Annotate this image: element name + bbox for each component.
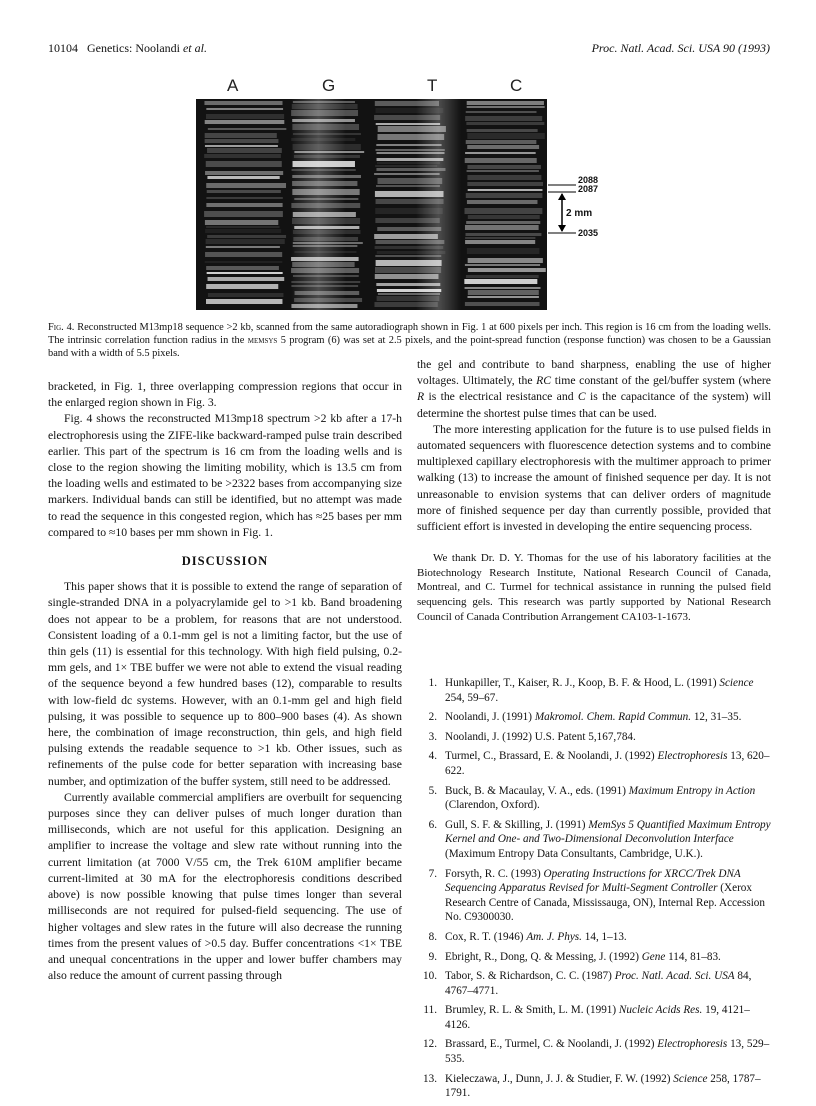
reference-volume-pages: 84, 4767–4771.: [445, 970, 752, 997]
gel-band: [208, 128, 286, 130]
r-symbol: R: [417, 390, 425, 404]
gel-band: [207, 235, 286, 238]
reference-volume-pages: 19, 4121–4126.: [445, 1004, 750, 1031]
running-header-left: [48, 41, 207, 56]
reference-item: [417, 867, 771, 925]
journal-citation: Proc. Natl. Acad. Sci. USA 90 (1993): [591, 41, 770, 55]
reference-source: Science: [719, 677, 754, 689]
gel-band: [205, 139, 279, 143]
gel-band: [206, 299, 282, 304]
reference-number: 4.: [428, 750, 437, 763]
right-column: [417, 357, 771, 624]
gel-band: [204, 211, 283, 217]
reference-source: Science: [673, 1072, 708, 1085]
gel-band: [465, 302, 540, 306]
gel-band: [465, 233, 541, 236]
gel-band: [468, 189, 543, 191]
gel-band: [466, 140, 537, 144]
reference-number: 5.: [428, 784, 437, 797]
reference-volume-pages: (Xerox Research Centre of Canada, Mississauga, ON), Internal Rep. Accession No. C9300030.: [445, 882, 765, 924]
paragraph-rc: [417, 357, 771, 422]
reference-number: 11.: [423, 1004, 437, 1017]
reference-item: [417, 1037, 771, 1066]
gel-band: [465, 240, 535, 244]
paragraph-discussion-1: This paper shows that it is possible to extend the range of separation of single-stranded DNA in a polyacrylamide gel to >1 kb. Band broadening does not appear to be a problem, for reasons that are not understood. Consistent loading of a 0.1-mm gel is not a limiting factor, but the use of thin gels (11) is essential for this technology. With high field pulsing, 0.2-mm gels, and 1× TBE buffer we were not able to extend the visual reading of the sequence beyond a few hundred bases (12), comparable to results with low-field dc systems. However, with an 0.1-mm gel and high field pulsing, it was possible to sequence up to 800–900 bases (4). As shown here, the combination of image reconstruction, thin gels, and high field pulsing extends the readable sequence to >1 kb. Other issues, such as refinements of the pulse code for better separation with increasing base number, and optimization of the buffer system, still need to be addressed.: [48, 580, 402, 788]
reference-authors: Kieleczawa, J., Dunn, J. J. & Studier, F. W. (1992): [445, 1072, 674, 1085]
paragraph-continued: bracketed, in Fig. 1, three overlapping compression regions that occur in the enlarged region shown in Fig. 3.: [48, 380, 402, 410]
reference-authors: Noolandi, J. (1992) U.S. Patent 5,167,784.: [445, 730, 636, 743]
gel-band: [468, 268, 546, 272]
gel-band: [464, 279, 537, 284]
reference-source: Operating Instructions for XRCC/Trek DNA Sequencing Apparatus Revised for Multi-Segment Controller: [445, 867, 741, 895]
reference-authors: Brumley, R. L. & Smith, L. M. (1991): [445, 1004, 619, 1017]
reference-number: 1.: [428, 677, 437, 689]
gel-bands-graphic: [196, 99, 547, 310]
gel-autoradiograph-image: [196, 99, 547, 310]
reference-number: 10.: [423, 970, 437, 983]
reference-item: [417, 1003, 771, 1032]
gel-band: [466, 193, 543, 198]
gel-band: [207, 190, 281, 193]
reference-item: [417, 969, 771, 998]
reference-source: Electrophoresis: [657, 1038, 728, 1051]
reference-item: [417, 710, 771, 725]
rc-text-c: is the electrical resistance and: [424, 390, 578, 404]
gel-band: [465, 152, 536, 154]
gel-band: [467, 175, 541, 180]
marker-2088: 2088: [578, 175, 599, 185]
gel-band: [206, 284, 278, 289]
gel-band: [467, 129, 538, 132]
marker-2035: 2035: [578, 228, 599, 238]
gel-band: [205, 261, 283, 263]
reference-source: Makromol. Chem. Rapid Commun.: [534, 711, 692, 724]
reference-authors: Hunkapiller, T., Kaiser, R. J., Koop, B. F. & Hood, L. (1991): [445, 677, 720, 689]
reference-authors: Noolandi, J. (1991): [445, 711, 535, 724]
reference-number: 9.: [428, 950, 437, 963]
gel-band: [206, 108, 283, 110]
gel-band: [467, 296, 538, 298]
reference-source: Proc. Natl. Acad. Sci. USA: [614, 970, 735, 983]
gel-band: [467, 248, 540, 254]
rc-text-b: time constant of the gel/buffer system (where: [551, 374, 771, 388]
gel-band: [204, 101, 282, 105]
c-symbol: C: [577, 390, 586, 404]
gel-band: [468, 258, 543, 263]
caption-text-1: Reconstructed M13mp18 sequence >2 kb, scanned from the same autoradiograph shown in Fig. 1 at 600 pixels per inch. This region is 16 cm from the loading wells. The intrinsic correlation function radius in the: [48, 322, 772, 346]
gel-band: [468, 290, 539, 295]
reference-volume-pages: 13, 620–622.: [445, 750, 770, 777]
gel-band: [204, 154, 281, 158]
rc-symbol: RC: [536, 374, 552, 388]
reference-volume-pages: 254, 59–67.: [445, 691, 499, 704]
lane-label-c: C: [510, 76, 523, 95]
figure-caption: [48, 321, 771, 360]
marker-2087: 2087: [578, 184, 599, 194]
reference-authors: Cox, R. T. (1946): [445, 930, 527, 943]
gel-band: [206, 114, 284, 119]
gel-band: [465, 264, 540, 266]
gel-band: [206, 266, 279, 270]
reference-source: Gene: [641, 950, 666, 963]
section-suffix: et al.: [179, 41, 207, 55]
lane-label-g: G: [322, 76, 336, 95]
gel-band: [466, 111, 537, 113]
gel-band: [466, 122, 544, 125]
gel-band: [206, 203, 282, 207]
gel-band: [465, 237, 535, 239]
reference-source: Am. J. Phys.: [526, 930, 582, 943]
gel-band: [467, 182, 543, 186]
gel-band: [467, 170, 539, 172]
reference-authors: Buck, B. & Macaulay, V. A., eds. (1991): [445, 784, 629, 797]
reference-source: MemSys 5 Quantified Maximum Entropy Kernel and One- and Two-Dimensional Deconvolution Interface: [445, 818, 771, 846]
reference-item: [417, 930, 771, 945]
reference-number: 8.: [428, 930, 437, 943]
reference-volume-pages: 114, 81–83.: [665, 950, 721, 963]
gel-band: [465, 287, 541, 289]
reference-item: [417, 749, 771, 778]
gel-band: [207, 272, 283, 274]
gel-band: [208, 277, 285, 281]
gel-band: [465, 116, 542, 121]
gel-band: [467, 106, 545, 108]
acknowledgments: We thank Dr. D. Y. Thomas for the use of his laboratory facilities at the Biotechnology Research Institute, National Research Council of Canada, Montreal, and C. Turmel for technical assistance in running the pulsed field sequencing gels. This research was partly supported by National Research Council of Canada Contribution Arrangement CA103-1-1673.: [417, 552, 771, 623]
gel-band: [206, 246, 280, 248]
reference-item: [417, 950, 771, 965]
reference-item: [417, 676, 771, 705]
lane-label-a: A: [227, 76, 239, 95]
gel-band: [207, 176, 279, 179]
gel-band: [205, 133, 277, 138]
gel-band: [465, 158, 537, 163]
gel-band: [205, 229, 281, 233]
gel-band: [466, 221, 540, 224]
reference-item: [417, 818, 771, 862]
caption-text-2: 5 program (6) was set at 2.5 pixels, and the point-spread function (response function) was chosen to be a Gaussian band with a width of 5.5 pixels.: [48, 335, 771, 359]
gel-band: [467, 101, 544, 105]
reference-source: Nucleic Acids Res.: [618, 1004, 703, 1017]
rc-text-a: the gel and contribute to band sharpness, enabling the use of higher voltages. Ultimately, the: [417, 358, 771, 388]
gel-band: [205, 171, 283, 175]
gel-band: [206, 239, 285, 244]
reference-authors: Brassard, E., Turmel, C. & Noolandi, J. (1992): [445, 1038, 658, 1051]
paragraph-fig4: Fig. 4 shows the reconstructed M13mp18 spectrum >2 kb after a 17-h electrophoresis using the ZIFE-like backward-ramped pulse train described earlier. This part of the spectrum is 16 cm from the loading wells and is close to the region showing the limiting mobility, which is 13.5 cm from the loading wells and estimated to be >2322 bases from accompanying size markers. Individual bands can still be identified, but no attempt was made to read the sequence in this congested region, which has ≈25 bases per mm compared to ≈10 bases per mm shown in Fig. 1.: [48, 412, 402, 539]
rc-text-d: is the capacitance of the system) will determine the shortest pulse times that can be used.: [417, 390, 771, 420]
reference-authors: Ebright, R., Dong, Q. & Messing, J. (1992): [445, 950, 642, 963]
reference-source: Electrophoresis: [657, 750, 728, 763]
reference-volume-pages: 13, 529–535.: [445, 1038, 770, 1066]
reference-number: 3.: [428, 730, 437, 743]
reference-volume-pages: 258, 1787–1791.: [445, 1072, 761, 1100]
reference-number: 13.: [423, 1072, 437, 1085]
reference-authors: Tabor, S. & Richardson, C. C. (1987): [445, 970, 615, 983]
reference-authors: Forsyth, R. C. (1993): [445, 867, 544, 880]
caption-program: memsys: [247, 335, 278, 346]
gel-band: [464, 208, 542, 214]
reference-volume-pages: (Maximum Entropy Data Consultants, Cambridge, U.K.).: [445, 847, 703, 860]
gel-band: [208, 293, 284, 297]
gel-band: [465, 225, 539, 230]
reference-source: Maximum Entropy in Action: [628, 784, 756, 797]
reference-number: 2.: [428, 711, 437, 724]
gel-band: [206, 183, 286, 188]
gel-band: [466, 275, 539, 278]
gel-band: [207, 148, 282, 153]
gel-band: [467, 145, 539, 149]
section-name: Genetics: Noolandi: [87, 41, 180, 55]
reference-volume-pages: (Clarendon, Oxford).: [445, 799, 540, 812]
reference-number: 7.: [428, 867, 437, 880]
reference-number: 6.: [428, 818, 437, 831]
reference-item: [417, 784, 771, 813]
reference-list: [417, 676, 771, 1106]
page-number: 10104: [48, 41, 78, 55]
lane-label-t: T: [427, 76, 438, 95]
gel-band: [467, 133, 544, 139]
gel-band: [205, 145, 278, 147]
scale-bar-label: 2 mm: [566, 208, 593, 219]
paragraph-future: The more interesting application for the future is to use pulsed fields in automated sequencers with fluorescence detection systems and to combine multiplexed capillary electrophoresis with the multimer approach to primer walking (13) to increase the amount of finished sequence per day. It is not unreasonable to envision systems that can deliver orders of magnitude more of finished sequence per day than currently possible, provided that sufficient effort is invested in developing the entire sequencing process.: [417, 422, 771, 534]
reference-item: [417, 730, 771, 745]
reference-number: 12.: [423, 1038, 437, 1051]
reference-volume-pages: 12, 31–35.: [691, 711, 742, 724]
paragraph-discussion-2: Currently available commercial amplifiers are overbuilt for sequencing purposes since they can deliver pulses of much longer duration than milliseconds, which are not useful for this application. Designing an amplifier to increase the voltage and slew rate without running into the current limitation (at 7000 V/55 cm, the Trek 610M amplifier became current-limited at 30 mA for the electrophoresis conditions described above) is now possible knowing that pulse times longer than several milliseconds are not required for pulsed-field sequencing. The use of higher voltages and slew rates in the future will also decrease the running times from the present values of >0.5 day. Buffer concentrations <1× TBE and unequal concentrations in the upper and lower buffer chambers may also reduce the amount of current passing through: [48, 790, 402, 983]
gel-band: [205, 220, 278, 225]
reference-item: [417, 1072, 771, 1101]
reference-volume-pages: 14, 1–13.: [581, 930, 627, 943]
gel-band: [206, 197, 282, 199]
caption-label: Fig. 4.: [48, 322, 75, 333]
gel-band: [205, 252, 282, 257]
gel-band: [467, 165, 540, 169]
gel-band: [206, 161, 282, 167]
gel-band: [467, 200, 538, 204]
gel-band: [205, 120, 285, 124]
reference-authors: Turmel, C., Brassard, E. & Noolandi, J. (1992): [445, 750, 658, 763]
section-heading-discussion: DISCUSSION: [181, 554, 269, 569]
gel-band: [468, 215, 540, 219]
reference-authors: Gull, S. F. & Skilling, J. (1991): [445, 818, 589, 831]
gel-band: [206, 226, 279, 228]
left-column: [48, 379, 402, 984]
